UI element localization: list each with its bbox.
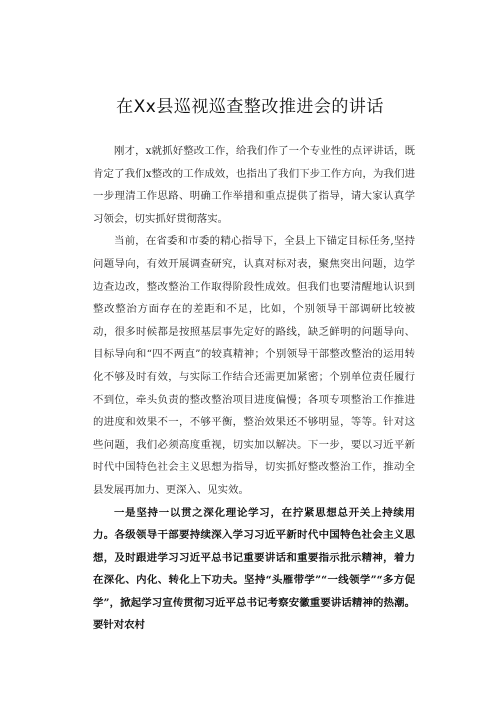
document-body [93, 140, 415, 637]
document-title: 在Xx县巡视巡查整改推进会的讲话 [116, 97, 384, 117]
paragraph-point-one: 一是坚持一以贯之深化理论学习，在拧紧思想总开关上持续用力。各级领导干部要持续深入学习习近平新时代中国特色社会主义思想，及时跟进学习习近平总书记重要讲话和重要指示批示精神，着力在深化、内化、转化上下功夫。坚持“头雁带学”“一线领学”“多方促学”，掀起学习宣传贯彻习近平总书记考察安徽重要讲话精神的热潮。要针对农村 [93, 506, 415, 632]
paragraph-current-situation: 当前，在省委和市委的精心指导下，全县上下锚定目标任务,坚持问题导向，有效开展调查研究，认真对标对表，聚焦突出问题，边学边查边改，整改整治工作取得阶段性成效。但我们也要清醒地认识到整改整治方面存在的差距和不足，比如，个别领导干部调研比较被动，很多时候都是按照基层事先定好的路线，缺乏鲜明的问题导向、目标导向和“四不两直”的较真精神；个别领导干部整改整治的运用转化不够及时有效，与实际工作结合还需更加紧密；个别单位责任履行不到位，牵头负责的整改整治项目进度偏慢；各项专项整治工作推进的进度和效果不一，不够平衡，整治效果还不够明显，等等。针对这些问题，我们必须高度重视，切实加以解决。下一步，要以习近平新时代中国特色社会主义思想为指导，切实抓好整改整治工作，推动全县发展再加力、更深入、见实效。 [93, 235, 415, 496]
paragraph-opening: 刚才，x就抓好整改工作，给我们作了一个专业性的点评讲话，既肯定了我们x整改的工作成效，也指出了我们下步工作方向，为我们进一步理清工作思路、明确工作举措和重点提供了指导，请大家认真学习领会，切实抓好贯彻落实。 [93, 145, 415, 225]
